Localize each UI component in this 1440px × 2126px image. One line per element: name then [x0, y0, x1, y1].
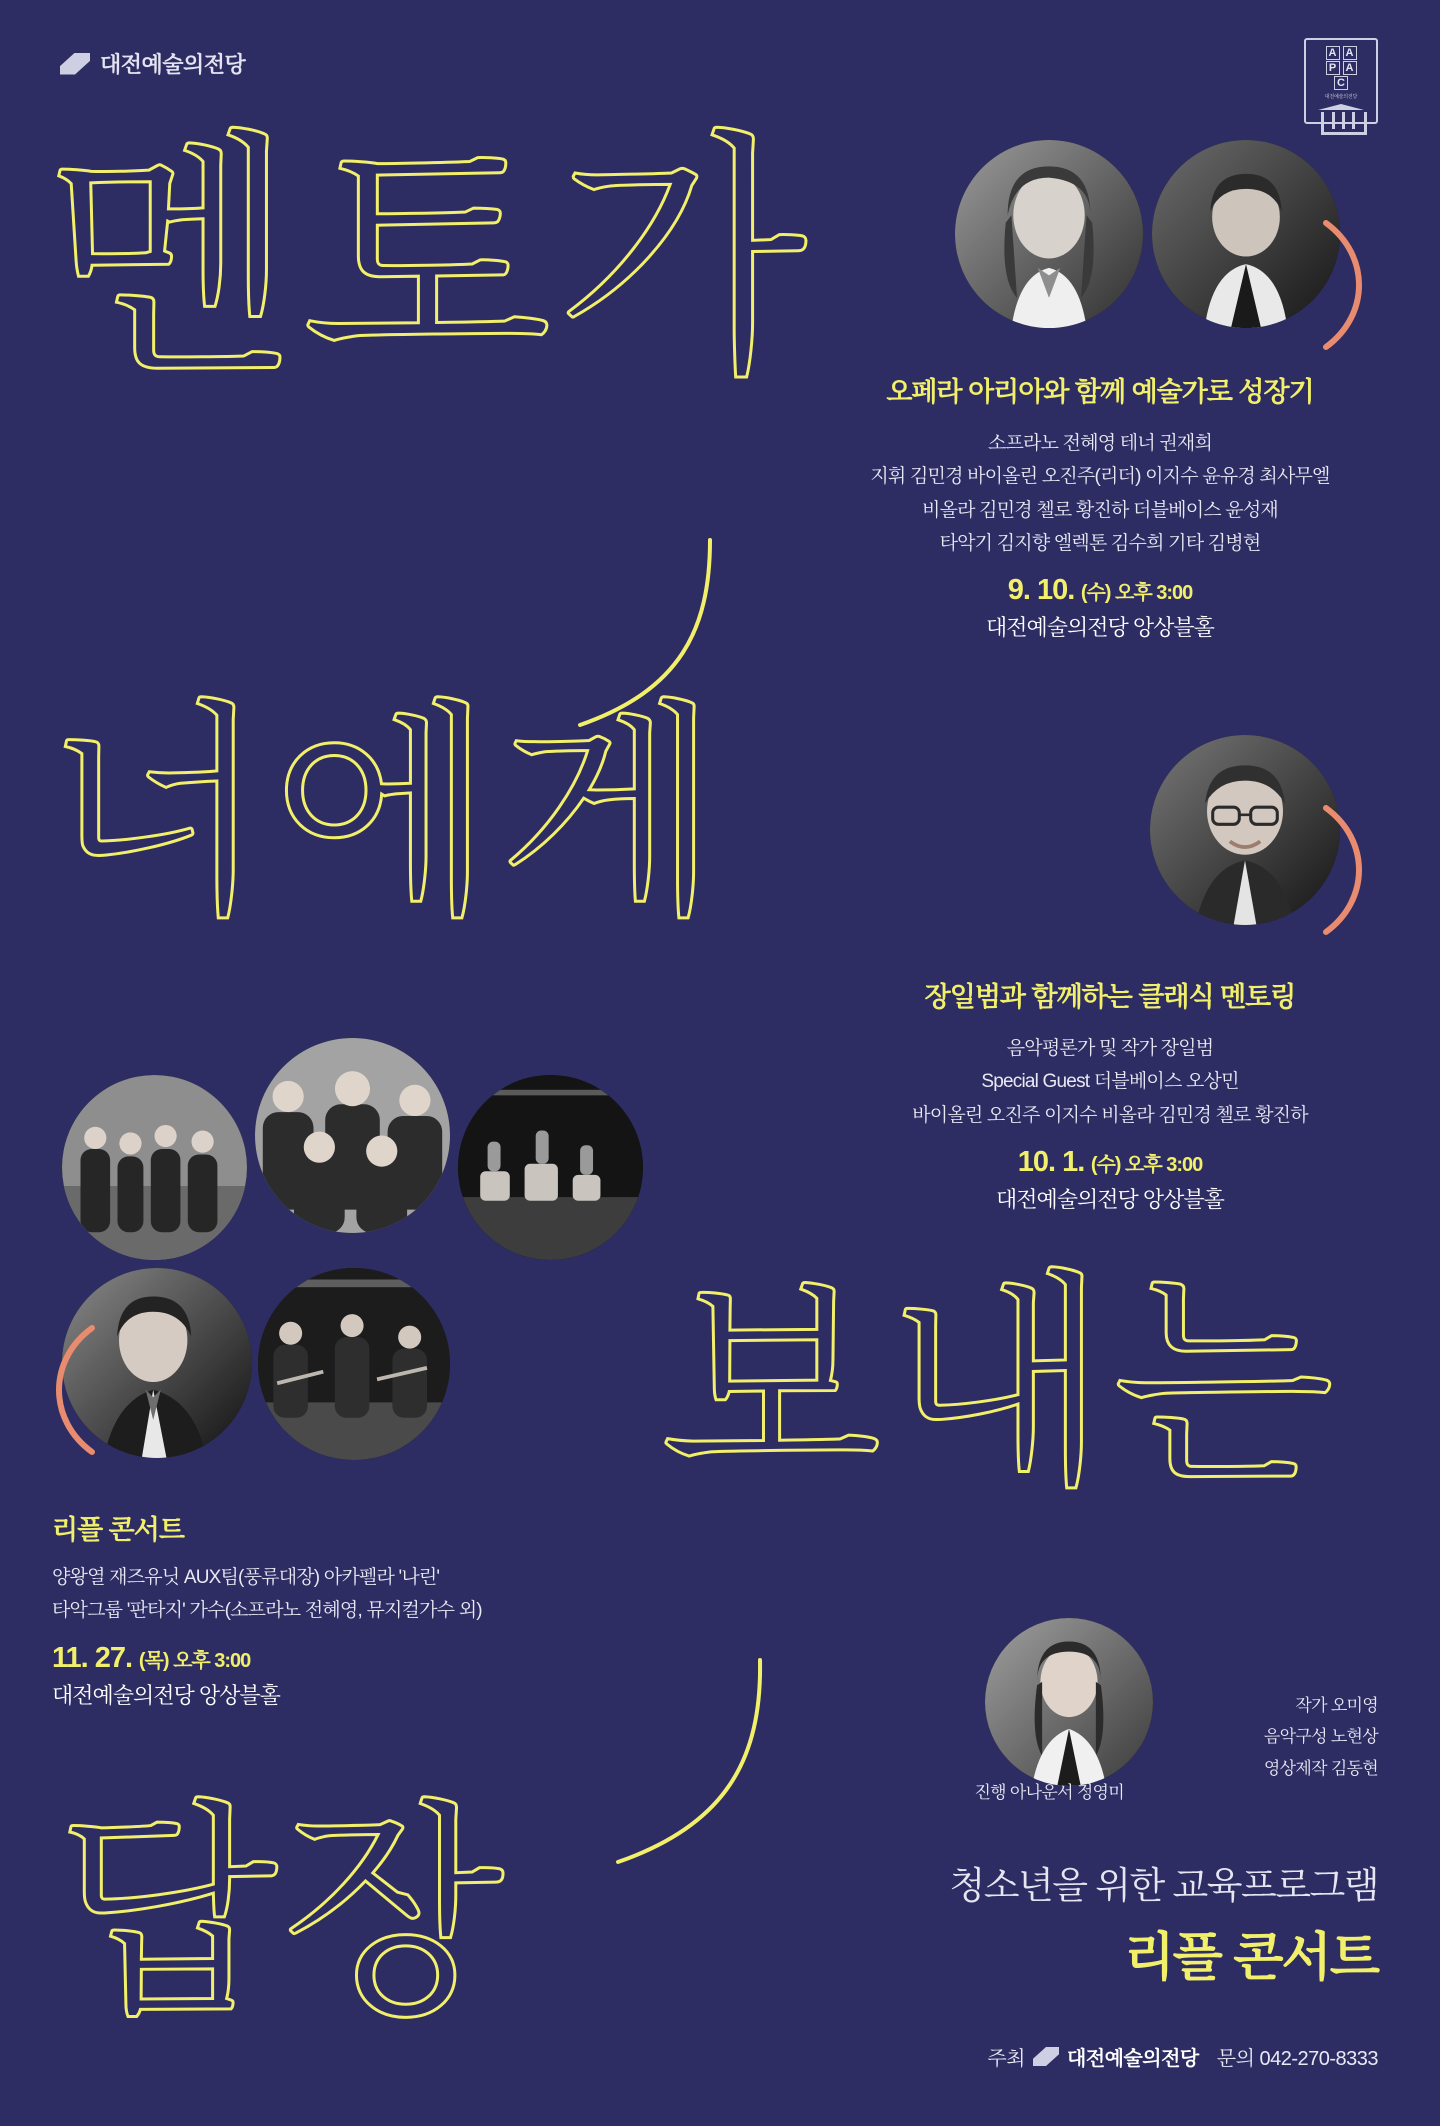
portrait-image [985, 1618, 1153, 1786]
bottom-subtitle: 청소년을 위한 교육프로그램 [949, 1865, 1378, 1906]
portrait-announcer [985, 1618, 1153, 1786]
group-photo [62, 1075, 247, 1260]
swoosh-decoration-1 [560, 540, 740, 730]
emblem-letter: C [1334, 76, 1348, 90]
stage-photo [258, 1268, 450, 1460]
hero-line-4: 답장 [56, 1781, 509, 2048]
photo-percussion-group [458, 1075, 643, 1260]
credit-line: 음악구성 노현상 [1263, 1727, 1378, 1747]
swoosh-decoration-2 [600, 1660, 790, 1870]
program-venue: 대전예술의전당 앙상블홀 [986, 615, 1214, 640]
program-date-day: (수) 오후 3:00 [1090, 1153, 1203, 1176]
portrait-critic [1150, 735, 1340, 925]
program-block-3 [52, 1508, 482, 1710]
program-credit-line: 비올라 김민경 첼로 황진하 더블베이스 윤성재 [922, 499, 1278, 521]
brand-name: 대전예술의전당 [100, 52, 246, 77]
photo-acapella [255, 1038, 450, 1233]
program-date-day: (목) 오후 3:00 [138, 1649, 251, 1672]
program-date [800, 574, 1400, 607]
program-venue: 대전예술의전당 앙상블홀 [996, 1186, 1224, 1212]
emblem-letter: A [1343, 46, 1357, 60]
aapac-emblem [1304, 38, 1378, 124]
footer-host-name: 대전예술의전당 [1067, 2048, 1199, 2070]
credits-block [1264, 1690, 1378, 1784]
program-block-1 [800, 370, 1400, 642]
bottom-title-block [950, 1855, 1378, 1990]
hero-line-2: 너에게 [46, 681, 725, 948]
brand-mark-icon [60, 53, 90, 75]
footer [987, 2042, 1378, 2071]
bottom-title: 리플 콘서트 [1124, 1929, 1378, 1987]
group-photo [255, 1038, 450, 1233]
program-credit-line: 타악그룹 '판타지' 가수(소프라노 전혜영, 뮤지컬가수 외) [52, 1600, 482, 1622]
portrait-image [1150, 735, 1340, 925]
program-credit-line: 양왕열 재즈유닛 AUX팀(풍류대장) 아카펠라 '나린' [52, 1567, 440, 1588]
program-date-number: 9. 10. [1007, 574, 1075, 606]
program-title: 오페라 아리아와 함께 예술가로 성장기 [886, 377, 1314, 407]
credit-line: 영상제작 김동현 [1263, 1758, 1378, 1778]
announcer-credit: 진행 아나운서 정영미 [974, 1783, 1124, 1802]
footer-host [987, 2042, 1198, 2071]
emblem-letter: A [1343, 61, 1357, 75]
program-title: 리플 콘서트 [52, 1515, 184, 1545]
hero-line-1: 멘토가 [46, 109, 812, 411]
program-credit-line: 타악기 김지향 엘렉톤 김수희 기타 김병현 [939, 532, 1261, 554]
arc-decoration-1 [1318, 215, 1378, 360]
footer-host-label: 주최 [987, 2048, 1025, 2070]
portrait-soprano [955, 140, 1143, 328]
footer-brand-mark-icon [1033, 2047, 1059, 2066]
program-credit-line: Special Guest 더블베이스 오상민 [981, 1071, 1239, 1093]
program-date [820, 1146, 1400, 1179]
program-date-number: 11. 27. [52, 1641, 133, 1674]
program-credit-line: 음악평론가 및 작가 장일범 [1006, 1038, 1214, 1059]
program-title: 장일범과 함께하는 클래식 멘토링 [924, 982, 1296, 1012]
photo-jazz-unit [62, 1075, 247, 1260]
program-credit-line: 소프라노 전혜영 테너 권재희 [987, 433, 1213, 454]
hero-line-3: 보내는 [660, 1251, 1339, 1518]
portrait-tenor [1152, 140, 1340, 328]
program-credit-line: 지휘 김민경 바이올린 오진주(리더) 이지수 윤유경 최사무엘 [870, 466, 1330, 488]
stage-photo [458, 1075, 643, 1260]
emblem-letter: A [1326, 46, 1340, 60]
photo-band-stage [258, 1268, 450, 1460]
portrait-image [1152, 140, 1340, 328]
program-venue: 대전예술의전당 앙상블홀 [52, 1682, 280, 1708]
footer-contact: 문의 042-270-8333 [1216, 2048, 1378, 2070]
program-date-day: (수) 오후 3:00 [1080, 582, 1193, 604]
program-credit-line: 바이올린 오진주 이지수 비올라 김민경 첼로 황진하 [912, 1104, 1308, 1126]
arc-decoration-3 [40, 1320, 100, 1465]
portrait-image [955, 140, 1143, 328]
credit-line: 작가 오미영 [1295, 1696, 1378, 1715]
arc-decoration-2 [1318, 800, 1378, 945]
brand-logo [60, 48, 245, 79]
program-date [52, 1642, 482, 1675]
emblem-letter: P [1326, 61, 1340, 75]
program-date-number: 10. 1. [1017, 1145, 1085, 1178]
program-block-2 [820, 975, 1400, 1214]
emblem-subtext: 대전예술의전당 [1324, 94, 1358, 100]
temple-icon [1318, 104, 1364, 122]
